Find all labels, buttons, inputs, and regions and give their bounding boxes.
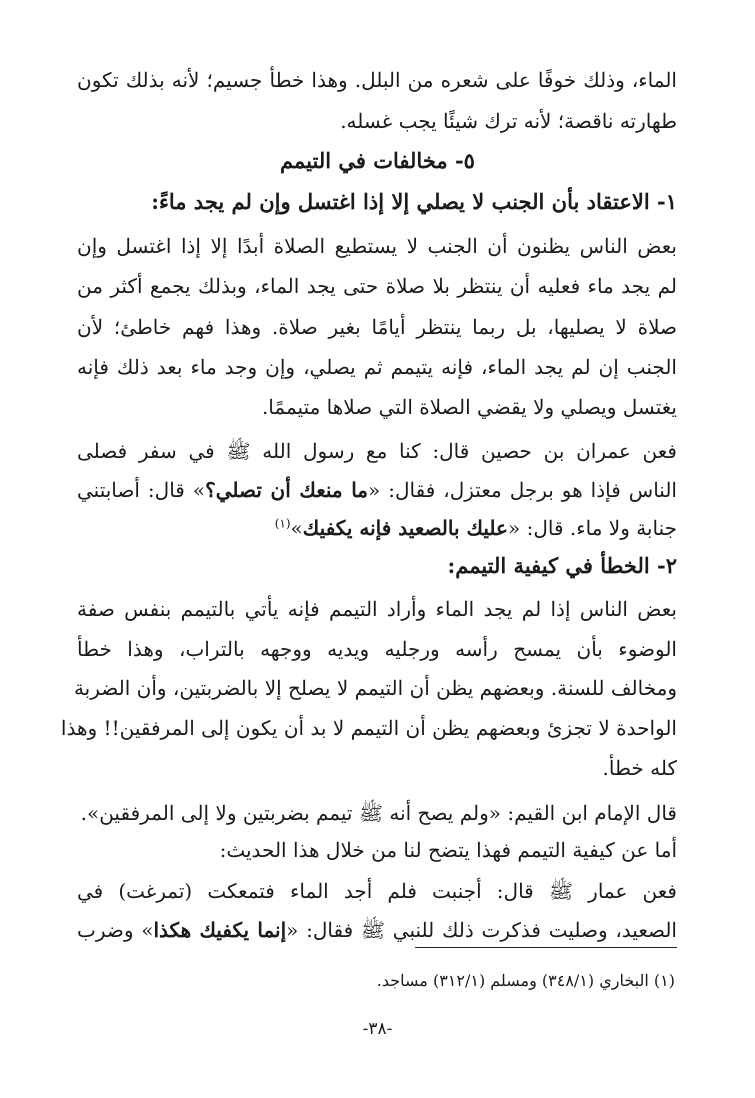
text-line: الجنب إن لم يجد الماء، فإنه يتيمم ثم يصلي، وإن وجد ماء بعد ذلك فإنه xyxy=(77,355,677,379)
text-line: الماء، وذلك خوفًا على شعره من البلل. وهذا خطأ جسيم؛ لأنه بذلك تكون xyxy=(77,68,677,92)
text-line: بعض الناس يظنون أن الجنب لا يستطيع الصلاة أبدًا إلا إذا اغتسل وإن xyxy=(77,234,677,258)
footnote-divider xyxy=(415,947,677,948)
hadith-quote-bold: ما منعك أن تصلي؟ xyxy=(205,478,369,502)
text-line: طهارته ناقصة؛ لأنه ترك شيئًا يجب غسله. xyxy=(340,109,677,133)
text-line: ومخالف للسنة. وبعضهم يظن أن التيمم لا يصلح إلا بالضربتين، وأن الضربة xyxy=(73,676,677,700)
text-line: يغتسل ويصلي ولا يقضي الصلاة التي صلاها متيممًا. xyxy=(261,395,677,419)
text-line: بعض الناس إذا لم يجد الماء وأراد التيمم فإنه يأتي بالتيمم بنفس صفة xyxy=(77,597,677,621)
hadith-line xyxy=(77,472,677,508)
quote-line: قال الإمام ابن القيم: «ولم يصح أنه ﷺ تيمم بضربتين ولا إلى المرفقين». xyxy=(80,801,677,825)
text-line: لم يجد ماء فعليه أن ينتظر بلا صلاة حتى يجد الماء، وبذلك يجمع أكثر من xyxy=(77,274,677,298)
hadith-text: الصعيد، وصليت فذكرت ذلك للنبي ﷺ فقال: « xyxy=(286,918,677,942)
hadith-line xyxy=(77,912,677,948)
intro-line: أما عن كيفية التيمم فهذا يتضح لنا من خلال هذا الحديث: xyxy=(219,838,677,862)
section-title: ٥- مخالفات في التيمم xyxy=(280,148,475,173)
item1-heading: ١- الاعتقاد بأن الجنب لا يصلي إلا إذا اغتسل وإن لم يجد ماءً: xyxy=(151,189,677,214)
hadith-text: » xyxy=(290,516,303,540)
footnote: (١) البخاري (٣٤٨/١) ومسلم (٣١٢/١) مساجد. xyxy=(376,971,675,990)
hadith-text: الناس فإذا هو برجل معتزل، فقال: « xyxy=(368,478,677,502)
hadith-text: » وضرب xyxy=(77,918,154,942)
hadith-line xyxy=(77,510,677,546)
text-line: كله خطأ. xyxy=(602,756,677,780)
footnote-ref: (١) xyxy=(274,516,291,531)
hadith-text: » قال: أصابتني xyxy=(77,478,206,502)
hadith-line: فعن عمران بن حصين قال: كنا مع رسول الله ﷺ في سفر فصلى xyxy=(77,439,677,463)
text-line: صلاة لا يصليها، بل ربما ينتظر أيامًا بغير صلاة. وهذا فهم خاطئ؛ لأن xyxy=(77,315,677,339)
hadith-quote-bold: عليك بالصعيد فإنه يكفيك xyxy=(302,516,508,540)
text-line: الواحدة لا تجزئ وبعضهم يظن أن التيمم لا بد أن يكون إلى المرفقين!! وهذا xyxy=(60,716,677,740)
hadith-text: جنابة ولا ماء. قال: « xyxy=(507,516,677,540)
hadith-quote-bold: إنما يكفيك هكذا xyxy=(153,918,287,942)
item2-heading: ٢- الخطأ في كيفية التيمم: xyxy=(447,553,677,578)
page-number: -٣٨- xyxy=(362,1019,393,1039)
text-line: الوضوء بأن يمسح رأسه ورجليه ويديه ووجهه بالتراب، وهذا خطأ xyxy=(77,637,677,661)
hadith-line: فعن عمار ﷺ قال: أجنبت فلم أجد الماء فتمعكت (تمرغت) في xyxy=(77,879,677,903)
